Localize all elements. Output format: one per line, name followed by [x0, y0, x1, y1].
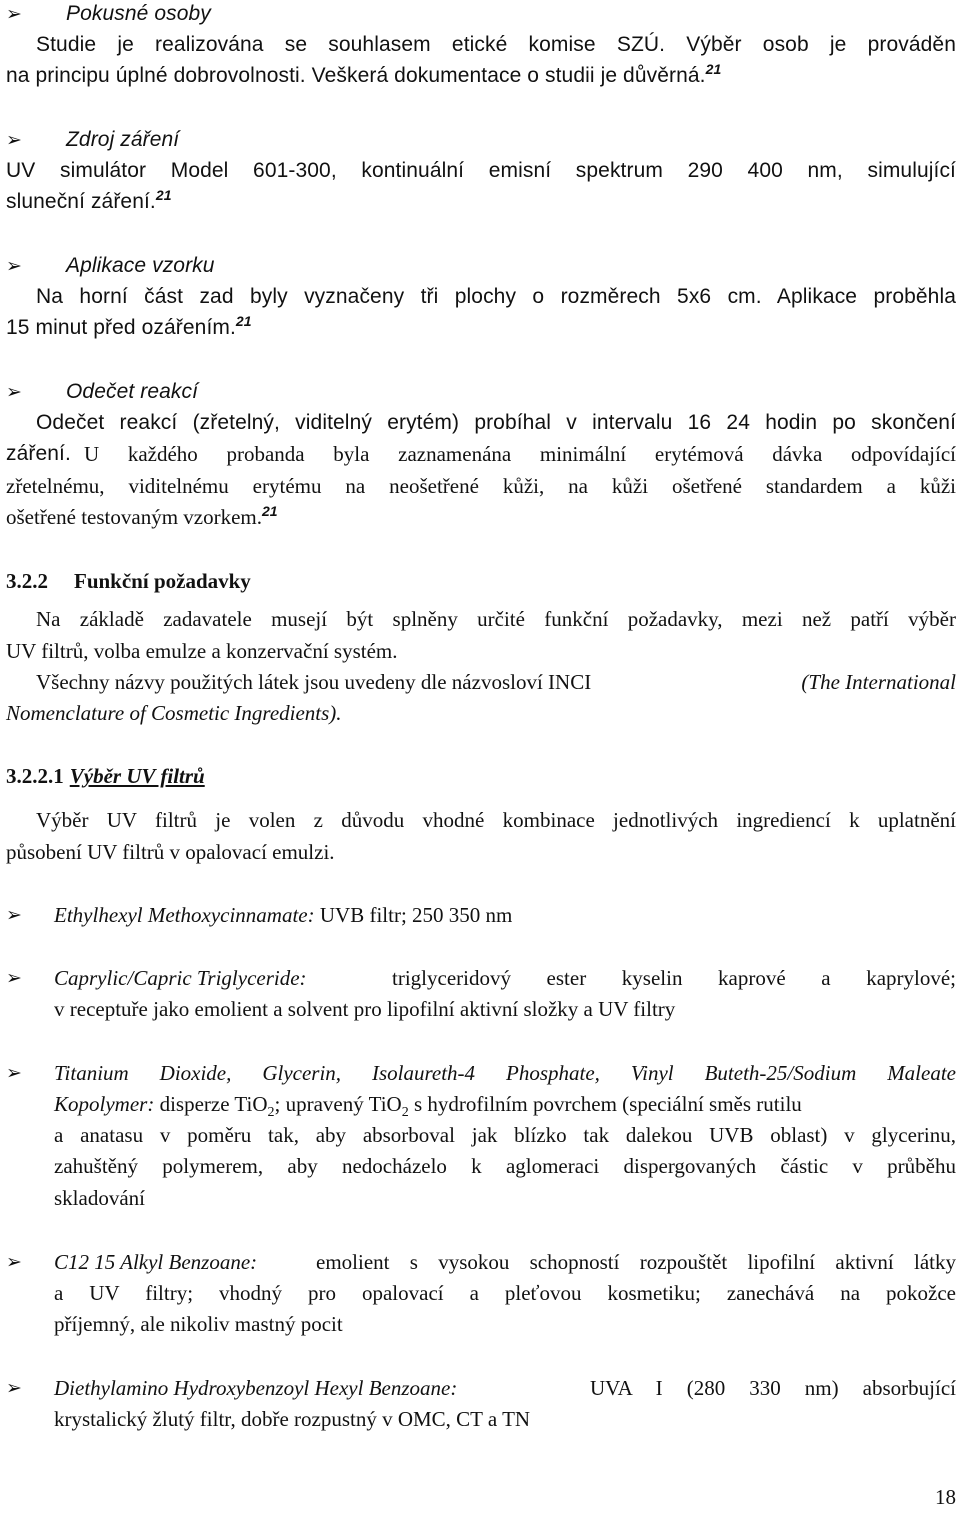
paragraph-line: zahuštěný polymerem, aby nedocházelo k aglomeraci dispergovaných částic v průběhu: [54, 1154, 956, 1178]
paragraph-line: na principu úplné dobrovolnosti. Veškerá dokumentace o studii je důvěrná.$^{21}$: [6, 61, 722, 87]
bullet-arrow-icon: ➢: [6, 3, 22, 25]
paragraph-line: Na základě zadavatele musejí být splněny určité funkční požadavky, mezi než patří výběr: [36, 607, 956, 631]
footnote-ref: 21: [235, 313, 252, 329]
subscript: 2: [267, 1105, 275, 1121]
bullet-arrow-icon: ➢: [6, 904, 22, 926]
paragraph-line: zřetelnému, viditelnému erytému na neošetřené kůži, na kůži ošetřené standardem a kůži: [6, 474, 956, 498]
paragraph-line: triglyceridový ester kyselin kaprové a kaprylové;: [392, 966, 956, 990]
paragraph-line: Studie je realizována se souhlasem etické komise SZÚ. Výběr osob je prováděn: [36, 33, 956, 56]
subscript: 2: [401, 1105, 409, 1121]
footnote-ref: 21: [155, 187, 172, 203]
paragraph-line: sluneční záření.$^{21}$: [6, 187, 172, 213]
paragraph-line: emolient s vysokou schopností rozpouštět lipofilní aktivní látky: [316, 1250, 956, 1274]
item-heading-aplikace-vzorku: Aplikace vzorku: [66, 254, 215, 277]
list-item-name: Diethylamino Hydroxybenzoyl Hexyl Benzoane:: [54, 1376, 458, 1400]
paragraph-line: v receptuře jako emolient a solvent pro lipofilní aktivní složky a UV filtry: [54, 997, 676, 1021]
footnote-ref: 21: [705, 61, 722, 77]
bullet-arrow-icon: ➢: [6, 129, 22, 151]
item-heading-odecet-reakci: Odečet reakcí: [66, 380, 199, 403]
bullet-arrow-icon: ➢: [6, 1377, 22, 1399]
paragraph-line: U každého probanda byla zaznamenána minimální erytémová dávka odpovídající: [84, 442, 956, 466]
list-item-name: C12 15 Alkyl Benzoane:: [54, 1250, 258, 1274]
bullet-arrow-icon: ➢: [6, 381, 22, 403]
paragraph-line: Výběr UV filtrů je volen z důvodu vhodné kombinace jednotlivých ingrediencí k uplatnění: [36, 808, 956, 832]
page-number: 18: [935, 1485, 956, 1509]
paragraph-line: a UV filtry; vhodný pro opalovací a pleťovou kosmetiku; zanechává na pokožce: [54, 1281, 956, 1305]
list-item-name: Caprylic/Capric Triglyceride:: [54, 966, 307, 990]
paragraph-line: UV simulátor Model 601-300, kontinuální emisní spektrum 290 400 nm, simulující: [6, 159, 956, 182]
bullet-arrow-icon: ➢: [6, 967, 22, 989]
paragraph-line: záření.: [6, 442, 71, 465]
item-heading-pokusne-osoby: Pokusné osoby: [66, 2, 211, 25]
paragraph-line: Všechny názvy použitých látek jsou uvedeny dle názvosloví INCI: [36, 670, 592, 694]
section-heading-3-2-2: 3.2.2 Funkční požadavky: [6, 569, 251, 593]
paragraph-line: Kopolymer: disperze TiO$_2$; upravený TiO$_2$ s hydrofilním povrchem (speciální směs rutilu: [54, 1092, 802, 1121]
paragraph-line: 15 minut před ozářením.$^{21}$: [6, 313, 252, 339]
paragraph-line: krystalický žlutý filtr, dobře rozpustný v OMC, CT a TN: [54, 1407, 531, 1431]
bullet-arrow-icon: ➢: [6, 1251, 22, 1273]
paragraph-line: a anatasu v poměru tak, aby absorboval jak blízko tak dalekou UVB oblast) v glycerinu,: [54, 1123, 956, 1147]
footnote-ref: 21: [262, 503, 278, 519]
paragraph-line: ošetřené testovaným vzorkem.$^{21}$: [6, 503, 278, 529]
paragraph-line: UVA I (280 330 nm) absorbující: [590, 1376, 956, 1400]
paragraph-line: Odečet reakcí (zřetelný, viditelný erytém) probíhal v intervalu 16 24 hodin po skončení: [36, 411, 956, 434]
paragraph-line: příjemný, ale nikoliv mastný pocit: [54, 1312, 343, 1336]
paragraph-line: UV filtrů, volba emulze a konzervační systém.: [6, 639, 398, 663]
paragraph-line: Na horní část zad byly vyznačeny tři plochy o rozměrech 5x6 cm. Aplikace proběhla: [36, 285, 956, 308]
bullet-arrow-icon: ➢: [6, 255, 22, 277]
list-item-ethylhexyl: Ethylhexyl Methoxycinnamate: UVB filtr; 250 350 nm: [54, 903, 513, 927]
item-heading-zdroj-zareni: Zdroj záření: [66, 128, 180, 151]
paragraph-line-italic: (The International: [801, 670, 956, 694]
paragraph-line: působení UV filtrů v opalovací emulzi.: [6, 840, 335, 864]
paragraph-line: skladování: [54, 1186, 145, 1210]
bullet-arrow-icon: ➢: [6, 1062, 22, 1084]
list-item-name: Titanium Dioxide, Glycerin, Isolaureth-4 Phosphate, Vinyl Buteth-25/Sodium Maleate: [54, 1061, 956, 1085]
paragraph-line-italic: Nomenclature of Cosmetic Ingredients).: [6, 701, 342, 725]
section-heading-3-2-2-1: 3.2.2.1 Výběr UV filtrů: [6, 764, 205, 788]
